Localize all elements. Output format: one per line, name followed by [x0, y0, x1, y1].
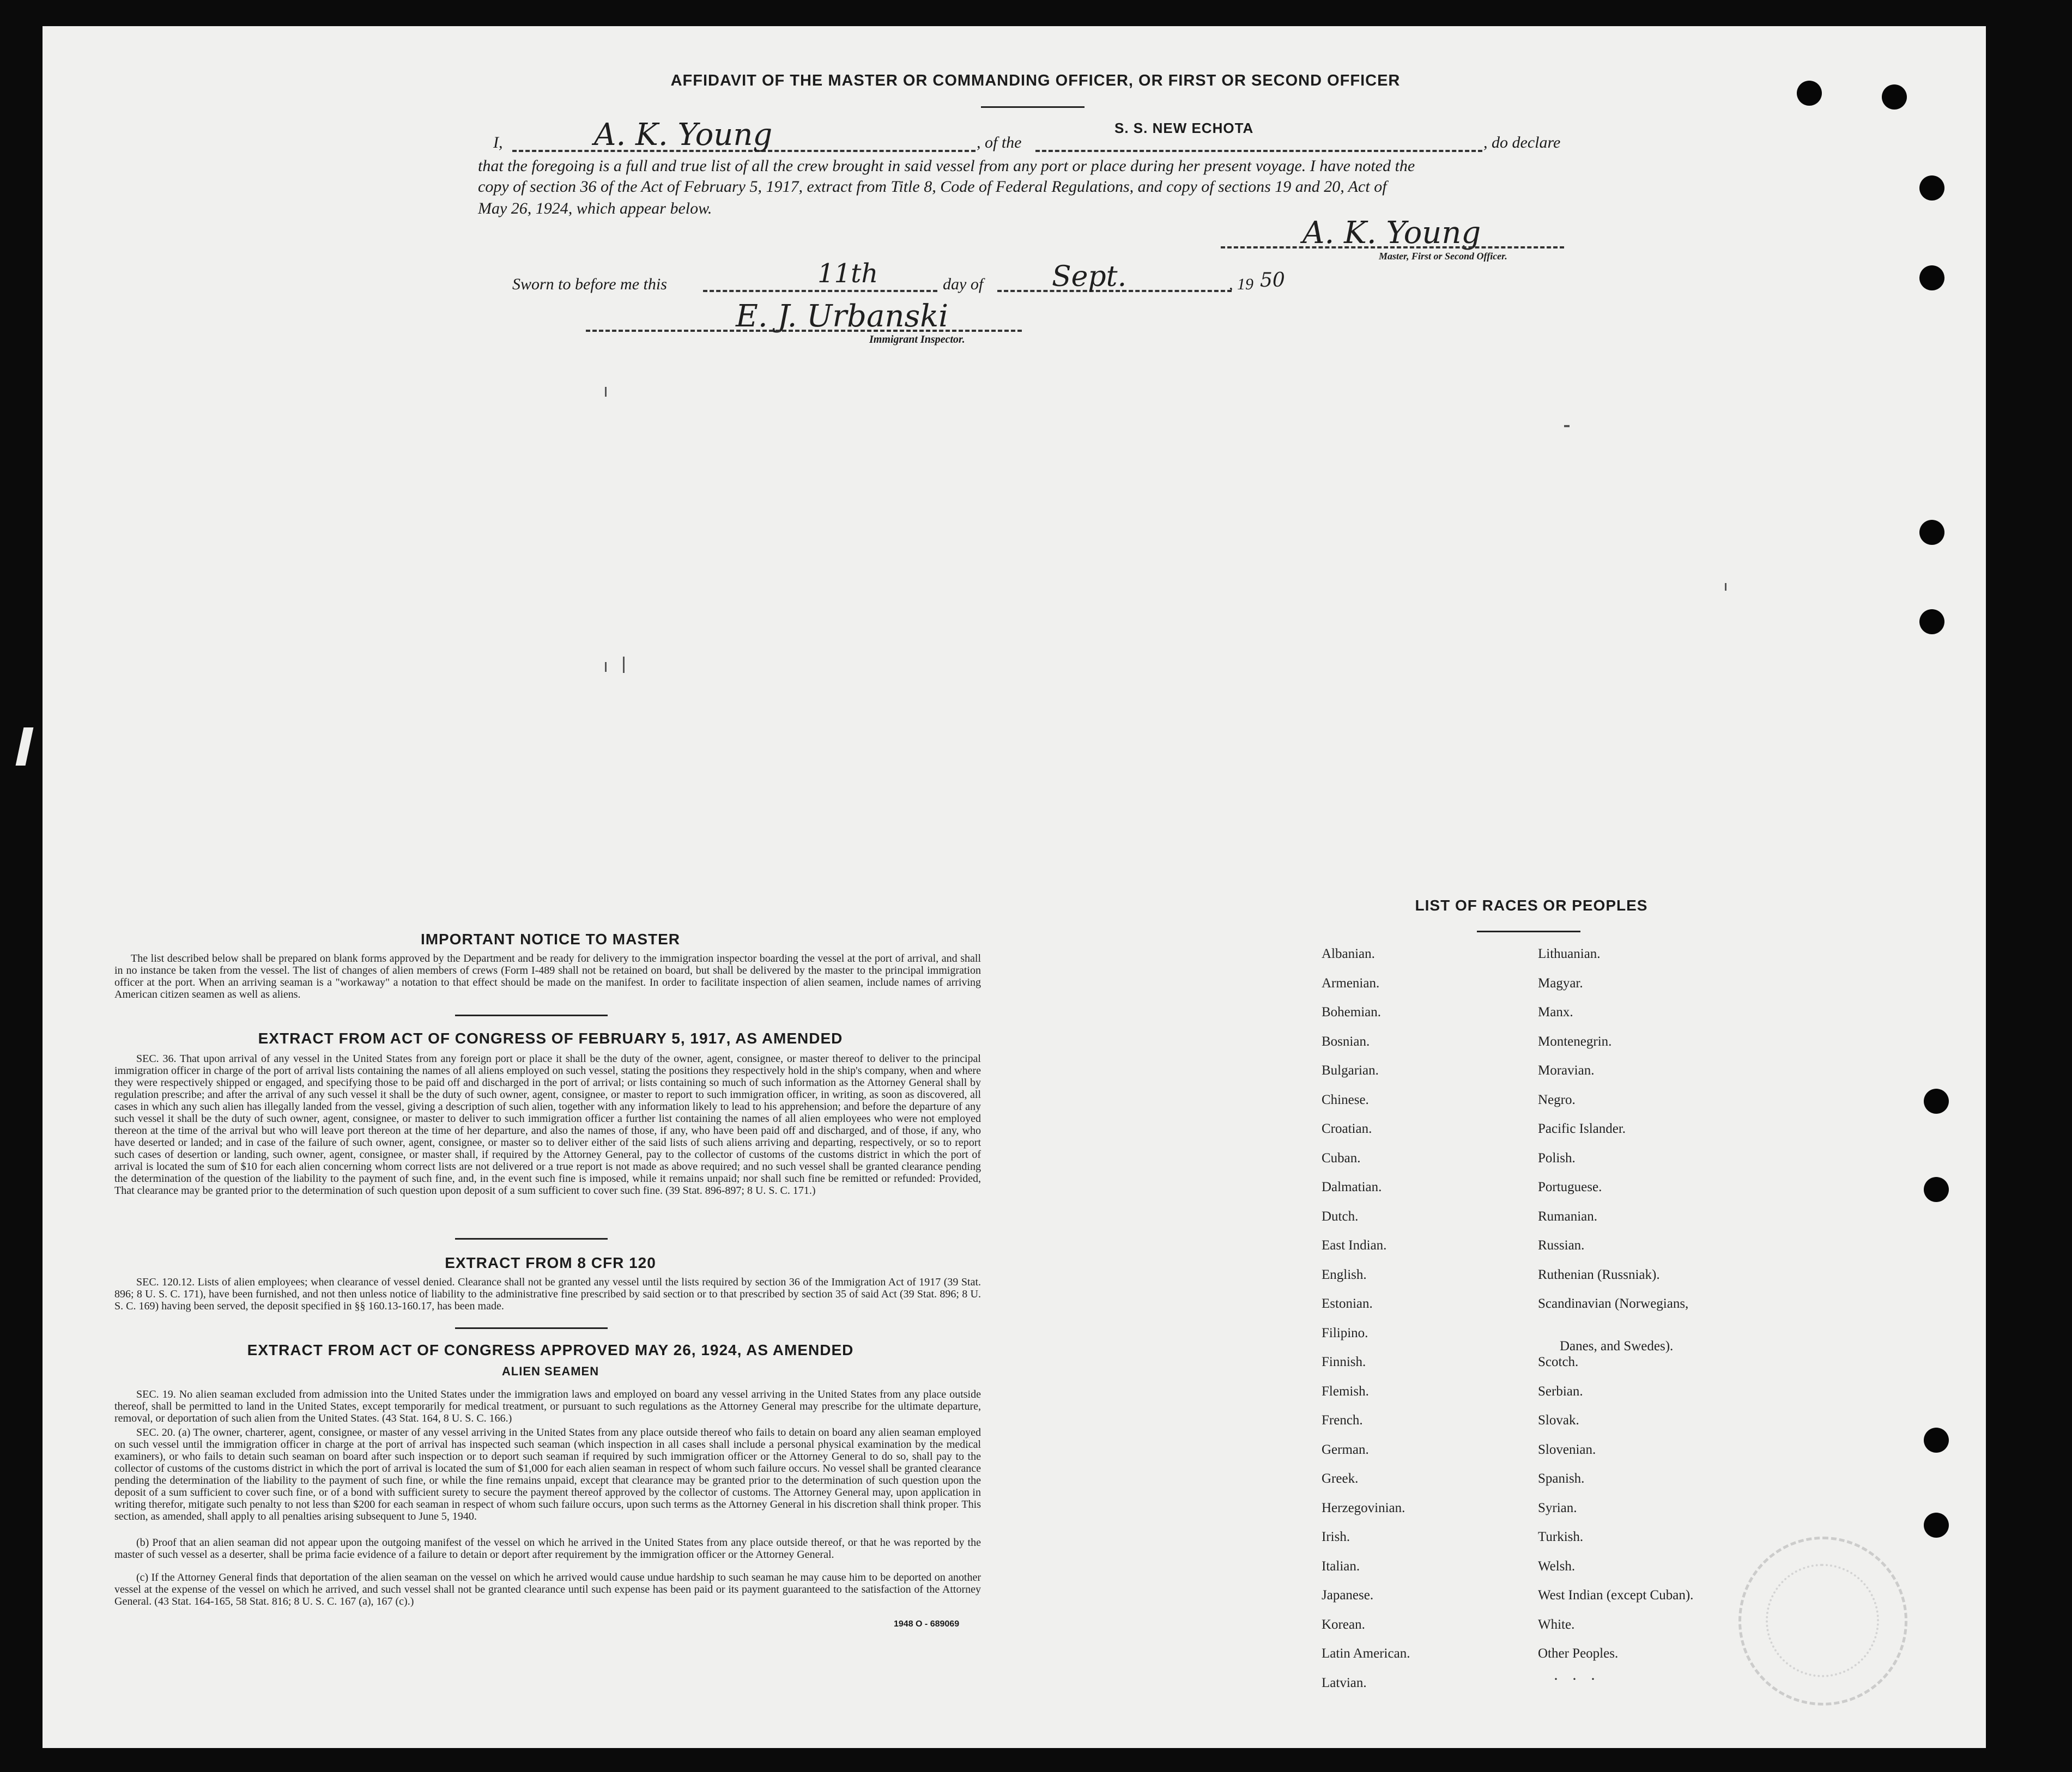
of-the-label: , of the	[977, 133, 1022, 151]
extract-1924-title: EXTRACT FROM ACT OF CONGRESS APPROVED MAY 26, 1924, AS AMENDED	[247, 1342, 854, 1358]
race-item: Polish.	[1538, 1150, 1576, 1166]
notice-rule	[455, 1015, 608, 1016]
race-item: Slovenian.	[1538, 1442, 1596, 1457]
affidavit-line-2: that the foregoing is a full and true list of all the crew brought in said vessel from any port or place during her present voyage. I have noted the	[478, 157, 1415, 175]
master-caption: Master, First or Second Officer.	[1379, 251, 1507, 262]
speck	[605, 387, 607, 397]
speck	[623, 657, 625, 673]
extract-cfr-rule	[455, 1327, 608, 1329]
race-item: Manx.	[1538, 1005, 1573, 1019]
race-item: Italian.	[1322, 1558, 1360, 1574]
race-item: Pacific Islander.	[1538, 1121, 1626, 1136]
punch-hole	[1924, 1428, 1949, 1453]
race-item: Bohemian.	[1322, 1005, 1382, 1019]
day-line	[703, 290, 937, 292]
race-item: Dalmatian.	[1322, 1180, 1382, 1194]
race-item: Croatian.	[1322, 1121, 1372, 1136]
punch-hole	[1919, 609, 1944, 634]
race-item: Filipino.	[1322, 1325, 1368, 1340]
year-value: 50	[1260, 269, 1285, 292]
vessel-line	[1035, 150, 1482, 152]
race-item: Syrian.	[1538, 1500, 1577, 1515]
race-item: Welsh.	[1538, 1558, 1576, 1574]
race-item: German.	[1322, 1442, 1369, 1457]
trailing-dots: ···	[1553, 1670, 1609, 1688]
month-value: Sept.	[1052, 260, 1127, 293]
extract-1917-rule	[455, 1238, 608, 1240]
print-code: 1948 O - 689069	[894, 1619, 960, 1629]
speck	[605, 662, 607, 672]
race-item: Albanian.	[1322, 946, 1375, 961]
race-item: Latvian.	[1322, 1675, 1367, 1690]
extract-1924-sec20c: (c) If the Attorney General finds that deportation of the alien seaman on the vessel on which he arrived would cause undue hardship to such seaman he may cause him to be deported on another vessel at the expense of the vessel on which he arrived, and such vessel shall not be granted clearance until such expense has been paid or its payment guaranteed to the satisfaction of the Attorney General. (43 Stat. 164-165, 58 Stat. 816; 8 U. S. C. 167 (a), 167 (c).)	[114, 1571, 981, 1607]
extract-cfr-body: SEC. 120.12. Lists of alien employees; when clearance of vessel denied. Clearance shall not be granted any vessel until the lists required by section 36 of the Immigration Act of 1917 (39 Stat. 896; 8 U. S. C. 171), have been furnished, and not then unless notice of liability to the administrative fine prescribed by said section or to that prescribed by section 35 of said Act (39 Stat. 896; 8 U. S. C. 169) having been served, the deposit specified in §§ 160.13-160.17, has been made.	[114, 1276, 981, 1312]
notice-body: The list described below shall be prepared on blank forms approved by the Department and be ready for delivery to the immigration inspector boarding the vessel at the port of arrival, and shall in no instance be taken from the vessel. The list of changes of alien members of crews (Form I-489 shall not be retained on board, but shall be delivered by the master to the principal immigration officer at the port. When an arriving seaman is a "workaway" a notation to that effect should be made on the manifest. In order to facilitate inspection of alien seamen, include names of arriving American citizen seamen as well as aliens.	[114, 952, 981, 1000]
race-item: Flemish.	[1322, 1383, 1369, 1399]
race-item: English.	[1322, 1267, 1367, 1282]
race-item: Serbian.	[1538, 1383, 1583, 1399]
punch-hole	[1924, 1089, 1949, 1114]
inspector-signature: E. J. Urbanski	[736, 299, 949, 334]
race-item: Slovak.	[1538, 1413, 1579, 1428]
sworn-label: Sworn to before me this	[512, 275, 667, 293]
race-item: Montenegrin.	[1538, 1034, 1612, 1049]
affidavit-line-3: copy of section 36 of the Act of February 5, 1917, extract from Title 8, Code of Federal Regulations, and copy of sections 19 and 20, Act of	[478, 178, 1387, 196]
punch-hole	[1882, 84, 1907, 110]
extract-1917-title: EXTRACT FROM ACT OF CONGRESS OF FEBRUARY 5, 1917, AS AMENDED	[258, 1030, 843, 1047]
race-item: Ruthenian (Russniak).	[1538, 1267, 1660, 1282]
race-item: Dutch.	[1322, 1209, 1359, 1224]
race-item: Herzegovinian.	[1322, 1500, 1405, 1515]
master-signature-line	[1221, 246, 1564, 248]
race-item: Spanish.	[1538, 1471, 1585, 1486]
race-item: Cuban.	[1322, 1150, 1361, 1166]
race-item: Chinese.	[1322, 1092, 1369, 1107]
races-rule	[1477, 931, 1580, 932]
officer-signature: A. K. Young	[594, 117, 773, 153]
race-item: Finnish.	[1322, 1355, 1366, 1369]
race-item: Korean.	[1322, 1617, 1365, 1632]
inspector-caption: Immigrant Inspector.	[869, 333, 965, 345]
speck	[1725, 583, 1726, 591]
extract-1924-subtitle: ALIEN SEAMEN	[501, 1364, 599, 1378]
race-item: East Indian.	[1322, 1238, 1387, 1253]
race-item: Irish.	[1322, 1530, 1350, 1544]
speck	[1564, 425, 1570, 427]
race-item: Bulgarian.	[1322, 1063, 1379, 1078]
vessel-name: S. S. NEW ECHOTA	[1114, 120, 1254, 136]
extract-1924-sec20b: (b) Proof that an alien seaman did not appear upon the outgoing manifest of the vessel on which he arrived in the United States from any place outside thereof, or that he was reported by the master of such vessel as a deserter, shall be prima facie evidence of a failure to detain or deport after requirement by the immigration officer or the Attorney General.	[114, 1537, 981, 1561]
race-item: White.	[1538, 1617, 1575, 1632]
race-item: Bosnian.	[1322, 1034, 1370, 1049]
race-item: Latin American.	[1322, 1646, 1410, 1661]
extract-1924-sec19: SEC. 19. No alien seaman excluded from admission into the United States under the immigration laws and employed on board any vessel arriving in the United States from any place outside thereof, shall be permitted to land in the United States, except temporarily for medical treatment, or pursuant to such regulations as the Attorney General may prescribe for the ultimate departure, removal, or deportation of such alien from the United States. (43 Stat. 164, 8 U. S. C. 166.)	[114, 1388, 981, 1424]
extract-cfr-title: EXTRACT FROM 8 CFR 120	[445, 1254, 656, 1271]
race-item: Japanese.	[1322, 1588, 1374, 1603]
day-value: 11th	[817, 258, 879, 289]
race-item: Danes, and Swedes).	[1560, 1338, 1674, 1354]
race-item: Lithuanian.	[1538, 946, 1601, 961]
race-item: Armenian.	[1322, 975, 1380, 991]
punch-hole	[1919, 265, 1944, 290]
inspector-line	[586, 330, 1022, 332]
race-item: Scotch.	[1538, 1355, 1579, 1369]
punch-hole	[1924, 1177, 1949, 1202]
race-item: Turkish.	[1538, 1530, 1584, 1544]
punch-hole	[1797, 81, 1822, 106]
do-declare-label: , do declare	[1483, 133, 1561, 151]
punch-hole	[1919, 520, 1944, 545]
race-item: Russian.	[1538, 1238, 1585, 1253]
race-item: Moravian.	[1538, 1063, 1595, 1078]
race-item: Rumanian.	[1538, 1209, 1598, 1224]
title-rule	[981, 106, 1085, 108]
notice-title: IMPORTANT NOTICE TO MASTER	[420, 931, 681, 948]
race-item: West Indian (except Cuban).	[1538, 1588, 1694, 1603]
affidavit-line-4: May 26, 1924, which appear below.	[478, 199, 712, 217]
races-title: LIST OF RACES OR PEOPLES	[1415, 897, 1648, 914]
race-item: Portuguese.	[1538, 1180, 1602, 1194]
race-item: French.	[1322, 1413, 1363, 1428]
race-item: Negro.	[1538, 1092, 1576, 1107]
punch-hole	[1924, 1513, 1949, 1538]
embossed-seal	[1738, 1537, 1907, 1706]
edge-tear	[16, 727, 34, 766]
extract-1917-body: SEC. 36. That upon arrival of any vessel in the United States from any foreign port or place it shall be the duty of the owner, agent, consignee, or master thereof to deliver to the principal immigration officer in charge of the port of arrival lists containing the names of all aliens employed on such vessel, stating the positions they respectively hold in the ship's company, when and where they were respectively shipped or engaged, and specifying those to be paid off and discharged in the port of arrival; or lists containing so much of such information as the Attorney General shall by regulation prescribe; and after the arrival of any such vessel it shall be the duty of such owner, agent, consignee, or master to report to such immigration officer, in writing, as soon as discovered, all cases in which any such alien has illegally landed from the vessel, giving a description of such alien, together with any information likely to lead to his apprehension; and before the departure of any such vessel it shall be the duty of such owner, agent, consignee, or master to deliver to such immigration officer a further list containing the names of all alien employees who were not employed thereon at the time of the arrival but who will leave port thereon at the time of her departure, and also the names of those, if any, who have been paid off and discharged, and of those, if any, who have deserted or landed; and in case of the failure of such owner, agent, consignee, or master so to deliver either of the said lists of such aliens arriving and departing, respectively, or so to report such cases of desertion or landing, such owner, agent, consignee, or master shall, if required by the Attorney General, pay to the collector of customs of the customs district in which the port of arrival is located the sum of $10 for each alien concerning whom correct lists are not delivered or a true report is not made as above required; and no such vessel shall be granted clearance pending the determination of the question of the liability to the payment of such fine, and, in the event such fine is imposed, while it remains unpaid; nor shall such fine be remitted or refunded: Provided, That clearance may be granted prior to the determination of such question upon deposit of a sum sufficient to cover such fine. (39 Stat. 896-897; 8 U. S. C. 171.)	[114, 1053, 981, 1197]
affidavit-intro: I,	[493, 133, 503, 151]
race-item: Estonian.	[1322, 1296, 1373, 1311]
race-item: Greek.	[1322, 1471, 1359, 1486]
race-item: Other Peoples.	[1538, 1646, 1619, 1661]
extract-1924-sec20a: SEC. 20. (a) The owner, charterer, agent, consignee, or master of any vessel arriving in the United States from any place outside thereof who fails to detain on board any alien seaman employed on such vessel until the immigration officer in charge at the port of arrival has inspected such seaman (which inspection in all cases shall include a personal physical examination by the medical examiners), or who fails to detain such seaman on board after such inspection or to deport such seaman if required by such immigration officer or the Attorney General to do so, shall pay to the collector of customs of the customs district in which the port of arrival is located the sum of $1,000 for each alien seaman in respect of whom such failure occurs. No vessel shall be granted clearance pending the determination of the liability to the payment of such fine, or while the fine remains unpaid, except that clearance may be granted prior to the determination of such question upon the deposit of a sum sufficient to cover such fine, or of a bond with sufficient surety to secure the payment thereof approved by the collector of customs. The Attorney General may, upon application in writing therefor, mitigate such penalty to not less than $200 for each seaman in respect of whom such failure occurs, upon such terms as the Attorney General in his discretion shall think proper. This section, as amended, shall apply to all penalties arising subsequent to June 5, 1940.	[114, 1427, 981, 1522]
race-item: Scandinavian (Norwegians,	[1538, 1296, 1689, 1311]
master-signature: A. K. Young	[1302, 215, 1481, 251]
affidavit-title: AFFIDAVIT OF THE MASTER OR COMMANDING OFFICER, OR FIRST OR SECOND OFFICER	[670, 72, 1401, 89]
race-item: Magyar.	[1538, 975, 1583, 991]
punch-hole	[1919, 175, 1944, 201]
day-of-label: day of	[943, 275, 984, 293]
year-prefix: , 19	[1229, 275, 1253, 293]
